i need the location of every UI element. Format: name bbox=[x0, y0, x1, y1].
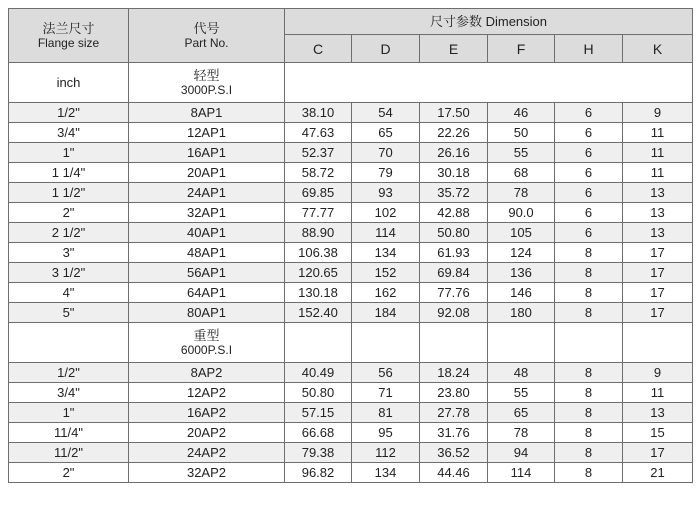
dim-h-cell: 6 bbox=[555, 183, 623, 203]
dim-f-cell: 46 bbox=[488, 103, 555, 123]
dim-e-cell: 18.24 bbox=[420, 363, 488, 383]
flange-size-cell: 3/4" bbox=[9, 383, 129, 403]
section-blank bbox=[555, 323, 623, 363]
group-pressure: 6000P.S.I bbox=[180, 342, 233, 357]
dim-k-cell: 15 bbox=[623, 423, 693, 443]
section-blank bbox=[285, 323, 352, 363]
table-row bbox=[9, 283, 693, 303]
light-type-section bbox=[9, 63, 693, 323]
flange-size-cell: 1/2" bbox=[9, 363, 129, 383]
dim-k-cell: 17 bbox=[623, 283, 693, 303]
dim-k-cell: 11 bbox=[623, 123, 693, 143]
dim-c-cell: 40.49 bbox=[285, 363, 352, 383]
dim-f-cell: 90.0 bbox=[488, 203, 555, 223]
dim-d-cell: 114 bbox=[352, 223, 420, 243]
part-no-cell: 64AP1 bbox=[129, 283, 285, 303]
dim-h-cell: 8 bbox=[555, 363, 623, 383]
flange-dimension-table bbox=[8, 8, 693, 483]
section-blank bbox=[488, 323, 555, 363]
part-no-cell: 24AP2 bbox=[129, 443, 285, 463]
dim-c-cell: 38.10 bbox=[285, 103, 352, 123]
part-no-cell: 32AP2 bbox=[129, 463, 285, 483]
flange-size-header bbox=[9, 9, 129, 63]
dim-k-cell: 9 bbox=[623, 363, 693, 383]
table-row bbox=[9, 403, 693, 423]
dim-k-cell: 17 bbox=[623, 243, 693, 263]
heavy-type-section bbox=[9, 323, 693, 483]
dim-d-cell: 112 bbox=[352, 443, 420, 463]
dim-c-cell: 106.38 bbox=[285, 243, 352, 263]
unit-label: inch bbox=[9, 63, 129, 103]
part-no-header bbox=[129, 9, 285, 63]
part-no-cell: 80AP1 bbox=[129, 303, 285, 323]
column-header-e: E bbox=[420, 35, 488, 63]
dim-c-cell: 88.90 bbox=[285, 223, 352, 243]
flange-size-cell: 2 1/2" bbox=[9, 223, 129, 243]
dim-d-cell: 65 bbox=[352, 123, 420, 143]
dim-k-cell: 9 bbox=[623, 103, 693, 123]
part-no-header-zh: 代号 bbox=[193, 20, 220, 36]
dim-k-cell: 17 bbox=[623, 263, 693, 283]
dim-k-cell: 11 bbox=[623, 163, 693, 183]
table-row bbox=[9, 183, 693, 203]
dim-k-cell: 13 bbox=[623, 183, 693, 203]
flange-size-cell: 1/2" bbox=[9, 103, 129, 123]
dim-d-cell: 95 bbox=[352, 423, 420, 443]
dim-k-cell: 13 bbox=[623, 403, 693, 423]
dim-h-cell: 6 bbox=[555, 143, 623, 163]
section-blank bbox=[623, 323, 693, 363]
table-row bbox=[9, 223, 693, 243]
section-blank bbox=[285, 63, 693, 103]
dim-f-cell: 55 bbox=[488, 143, 555, 163]
dim-f-cell: 78 bbox=[488, 423, 555, 443]
dim-f-cell: 136 bbox=[488, 263, 555, 283]
table-row bbox=[9, 143, 693, 163]
part-no-cell: 12AP2 bbox=[129, 383, 285, 403]
flange-size-cell: 1" bbox=[9, 143, 129, 163]
dim-d-cell: 134 bbox=[352, 243, 420, 263]
dim-d-cell: 184 bbox=[352, 303, 420, 323]
dim-h-cell: 8 bbox=[555, 263, 623, 283]
dim-e-cell: 50.80 bbox=[420, 223, 488, 243]
dim-h-cell: 8 bbox=[555, 403, 623, 423]
dim-f-cell: 180 bbox=[488, 303, 555, 323]
dim-f-cell: 48 bbox=[488, 363, 555, 383]
table-row bbox=[9, 443, 693, 463]
dim-f-cell: 68 bbox=[488, 163, 555, 183]
dim-c-cell: 77.77 bbox=[285, 203, 352, 223]
dim-d-cell: 93 bbox=[352, 183, 420, 203]
dim-c-cell: 58.72 bbox=[285, 163, 352, 183]
dim-f-cell: 65 bbox=[488, 403, 555, 423]
dim-c-cell: 152.40 bbox=[285, 303, 352, 323]
group-pressure: 3000P.S.I bbox=[180, 82, 233, 97]
flange-size-cell: 2" bbox=[9, 203, 129, 223]
section-blank bbox=[420, 323, 488, 363]
dim-h-cell: 6 bbox=[555, 123, 623, 143]
dim-c-cell: 66.68 bbox=[285, 423, 352, 443]
part-no-cell: 56AP1 bbox=[129, 263, 285, 283]
dimension-header: 尺寸参数 Dimension bbox=[285, 9, 693, 35]
table-row bbox=[9, 103, 693, 123]
dim-c-cell: 57.15 bbox=[285, 403, 352, 423]
dim-d-cell: 71 bbox=[352, 383, 420, 403]
flange-size-header-en: Flange size bbox=[37, 35, 100, 50]
table-row bbox=[9, 463, 693, 483]
flange-size-cell: 11/2" bbox=[9, 443, 129, 463]
part-no-cell: 24AP1 bbox=[129, 183, 285, 203]
dim-k-cell: 17 bbox=[623, 303, 693, 323]
table-row bbox=[9, 383, 693, 403]
dim-d-cell: 102 bbox=[352, 203, 420, 223]
dim-f-cell: 124 bbox=[488, 243, 555, 263]
column-header-h: H bbox=[555, 35, 623, 63]
table-row bbox=[9, 243, 693, 263]
dim-e-cell: 22.26 bbox=[420, 123, 488, 143]
dim-k-cell: 17 bbox=[623, 443, 693, 463]
section-blank-left bbox=[9, 323, 129, 363]
dim-e-cell: 35.72 bbox=[420, 183, 488, 203]
table-row bbox=[9, 263, 693, 283]
dim-h-cell: 8 bbox=[555, 423, 623, 443]
table-row bbox=[9, 203, 693, 223]
part-no-cell: 12AP1 bbox=[129, 123, 285, 143]
dim-e-cell: 36.52 bbox=[420, 443, 488, 463]
dim-c-cell: 52.37 bbox=[285, 143, 352, 163]
part-no-cell: 16AP2 bbox=[129, 403, 285, 423]
group-name-zh: 轻型 bbox=[193, 67, 220, 83]
dim-h-cell: 8 bbox=[555, 443, 623, 463]
dim-d-cell: 70 bbox=[352, 143, 420, 163]
flange-size-cell: 11/4" bbox=[9, 423, 129, 443]
flange-size-cell: 5" bbox=[9, 303, 129, 323]
part-no-cell: 20AP1 bbox=[129, 163, 285, 183]
dim-h-cell: 8 bbox=[555, 383, 623, 403]
part-no-cell: 40AP1 bbox=[129, 223, 285, 243]
column-header-k: K bbox=[623, 35, 693, 63]
dim-d-cell: 56 bbox=[352, 363, 420, 383]
dim-h-cell: 8 bbox=[555, 283, 623, 303]
dim-f-cell: 50 bbox=[488, 123, 555, 143]
dim-k-cell: 11 bbox=[623, 383, 693, 403]
dim-h-cell: 8 bbox=[555, 243, 623, 263]
part-no-header-en: Part No. bbox=[184, 35, 229, 50]
flange-size-cell: 2" bbox=[9, 463, 129, 483]
part-no-cell: 8AP1 bbox=[129, 103, 285, 123]
table-row bbox=[9, 163, 693, 183]
flange-size-cell: 1 1/4" bbox=[9, 163, 129, 183]
dim-c-cell: 130.18 bbox=[285, 283, 352, 303]
flange-size-cell: 1" bbox=[9, 403, 129, 423]
dim-d-cell: 54 bbox=[352, 103, 420, 123]
dim-c-cell: 120.65 bbox=[285, 263, 352, 283]
part-no-cell: 32AP1 bbox=[129, 203, 285, 223]
part-no-cell: 20AP2 bbox=[129, 423, 285, 443]
table-row bbox=[9, 123, 693, 143]
dim-h-cell: 6 bbox=[555, 103, 623, 123]
dim-c-cell: 79.38 bbox=[285, 443, 352, 463]
dim-c-cell: 47.63 bbox=[285, 123, 352, 143]
dim-e-cell: 69.84 bbox=[420, 263, 488, 283]
group-label-light bbox=[129, 63, 285, 103]
flange-size-cell: 4" bbox=[9, 283, 129, 303]
column-header-f: F bbox=[488, 35, 555, 63]
flange-size-cell: 3 1/2" bbox=[9, 263, 129, 283]
group-name-zh: 重型 bbox=[193, 327, 220, 343]
dim-f-cell: 105 bbox=[488, 223, 555, 243]
flange-size-cell: 1 1/2" bbox=[9, 183, 129, 203]
column-header-d: D bbox=[352, 35, 420, 63]
column-header-c: C bbox=[285, 35, 352, 63]
dim-h-cell: 6 bbox=[555, 223, 623, 243]
dim-h-cell: 8 bbox=[555, 463, 623, 483]
dim-f-cell: 146 bbox=[488, 283, 555, 303]
dim-k-cell: 21 bbox=[623, 463, 693, 483]
dim-e-cell: 77.76 bbox=[420, 283, 488, 303]
table-row bbox=[9, 303, 693, 323]
dim-k-cell: 13 bbox=[623, 223, 693, 243]
flange-size-header-zh: 法兰尺寸 bbox=[42, 20, 95, 36]
dim-e-cell: 17.50 bbox=[420, 103, 488, 123]
dim-d-cell: 162 bbox=[352, 283, 420, 303]
flange-size-cell: 3" bbox=[9, 243, 129, 263]
dim-f-cell: 78 bbox=[488, 183, 555, 203]
part-no-cell: 48AP1 bbox=[129, 243, 285, 263]
dim-k-cell: 11 bbox=[623, 143, 693, 163]
dim-e-cell: 27.78 bbox=[420, 403, 488, 423]
dim-e-cell: 42.88 bbox=[420, 203, 488, 223]
dim-e-cell: 61.93 bbox=[420, 243, 488, 263]
dim-e-cell: 23.80 bbox=[420, 383, 488, 403]
dim-h-cell: 8 bbox=[555, 303, 623, 323]
dim-f-cell: 55 bbox=[488, 383, 555, 403]
dim-h-cell: 6 bbox=[555, 203, 623, 223]
dim-e-cell: 92.08 bbox=[420, 303, 488, 323]
dim-e-cell: 44.46 bbox=[420, 463, 488, 483]
section-blank bbox=[352, 323, 420, 363]
dim-d-cell: 152 bbox=[352, 263, 420, 283]
table-row bbox=[9, 363, 693, 383]
dim-e-cell: 26.16 bbox=[420, 143, 488, 163]
dim-h-cell: 6 bbox=[555, 163, 623, 183]
dim-c-cell: 96.82 bbox=[285, 463, 352, 483]
part-no-cell: 8AP2 bbox=[129, 363, 285, 383]
dim-e-cell: 31.76 bbox=[420, 423, 488, 443]
table-row bbox=[9, 423, 693, 443]
dim-d-cell: 81 bbox=[352, 403, 420, 423]
group-label-heavy bbox=[129, 323, 285, 363]
dim-e-cell: 30.18 bbox=[420, 163, 488, 183]
dim-f-cell: 114 bbox=[488, 463, 555, 483]
dim-d-cell: 134 bbox=[352, 463, 420, 483]
dim-c-cell: 50.80 bbox=[285, 383, 352, 403]
flange-size-cell: 3/4" bbox=[9, 123, 129, 143]
dim-d-cell: 79 bbox=[352, 163, 420, 183]
part-no-cell: 16AP1 bbox=[129, 143, 285, 163]
dim-f-cell: 94 bbox=[488, 443, 555, 463]
dim-k-cell: 13 bbox=[623, 203, 693, 223]
dim-c-cell: 69.85 bbox=[285, 183, 352, 203]
